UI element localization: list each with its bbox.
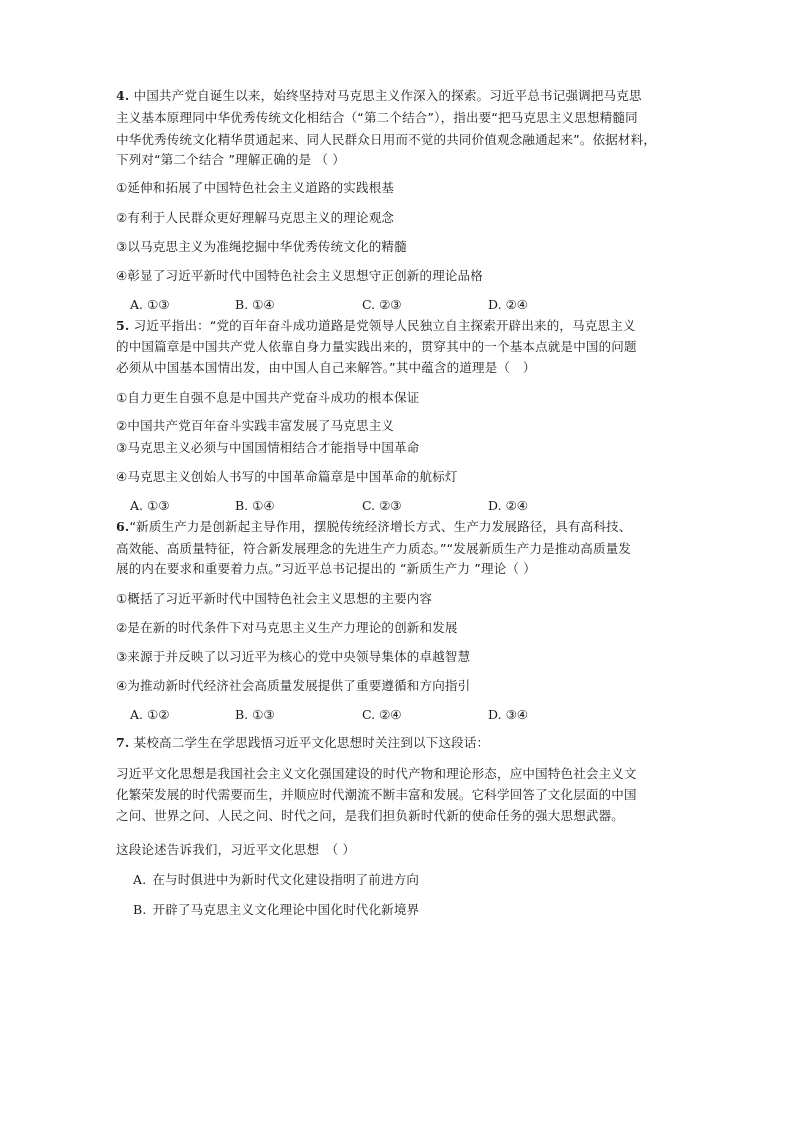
q5-stem-line-3: 必须从中国基本国情出发，由中国人自己来解答。”其中蕴含的道理是（ ） <box>116 360 536 375</box>
option-letter: C. <box>362 297 376 312</box>
q7-passage-line-2: 化繁荣发展的时代需要而生，并顺应时代潮流不断丰富和发展。它科学回答了文化层面的中国 <box>116 787 637 802</box>
option-letter: A. <box>130 297 144 312</box>
q7-passage-line-3: 之问、世界之问、人民之问、时代之问，是我们担负新时代新的使命任务的强大思想武器。 <box>116 808 625 823</box>
q6-stem-line-3: 展的内在要求和重要着力点。”习近平总书记提出的 “新质生产力 ”理论（ ） <box>116 561 536 576</box>
option-text: ①② <box>147 707 170 722</box>
option-text: 在与时俱进中为新时代文化建设指明了前进方向 <box>152 872 420 887</box>
option-text: ②③ <box>379 498 402 513</box>
q6-option-d[interactable] <box>488 707 528 723</box>
q7-question: 这段论述告诉我们，习近平文化思想 （ ） <box>116 842 356 857</box>
option-letter: D. <box>488 707 502 722</box>
q6-item-4: ④为推动新时代经济社会高质量发展提供了重要遵循和方向指引 <box>116 678 471 693</box>
option-text: ①④ <box>252 498 275 513</box>
q4-stem-line-2: 主义基本原理同中华优秀传统文化相结合（“第二个结合”），指出要“把马克思主义思想精髓同 <box>116 110 638 125</box>
q5-stem-line-2: 的中国篇章是中国共产党人依靠自身力量实践出来的，贯穿其中的一个基本点就是中国的问题 <box>116 339 637 354</box>
q4-item-1: ①延伸和拓展了中国特色社会主义道路的实践根基 <box>116 180 395 195</box>
option-text: ②④ <box>505 297 528 312</box>
q4-stem-text-1: 中国共产党自诞生以来，始终坚持对马克思主义作深入的探索。习近平总书记强调把马克思 <box>133 88 642 103</box>
option-text: ①④ <box>252 297 275 312</box>
option-letter: C. <box>362 498 376 513</box>
q6-option-c[interactable] <box>362 707 402 723</box>
q4-option-d[interactable] <box>488 297 528 313</box>
option-letter: D. <box>488 297 502 312</box>
option-letter: D. <box>488 498 502 513</box>
option-text: ②④ <box>379 707 402 722</box>
q5-item-2: ②中国共产党百年奋斗实践丰富发展了马克思主义 <box>116 418 395 433</box>
option-text: ①③ <box>252 707 275 722</box>
option-text: ②④ <box>505 498 528 513</box>
q6-item-1: ①概括了习近平新时代中国特色社会主义思想的主要内容 <box>116 591 433 606</box>
q4-number: 4. <box>116 88 130 103</box>
q5-stem-line-1 <box>116 318 636 334</box>
option-text: ②③ <box>379 297 402 312</box>
q6-item-3: ③来源于并反映了以习近平为核心的党中央领导集体的卓越智慧 <box>116 649 471 664</box>
q4-stem-line-3: 中华优秀传统文化精华贯通起来、同人民群众日用而不觉的共同价值观念融通起来”。依据材料， <box>116 132 657 147</box>
option-letter: A. <box>130 707 144 722</box>
option-text: 开辟了马克思主义文化理论中国化时代化新境界 <box>152 902 420 917</box>
q4-item-3: ③以马克思主义为准绳挖掘中华优秀传统文化的精髓 <box>116 239 407 254</box>
q4-option-a[interactable] <box>130 297 169 313</box>
option-text: ①③ <box>147 297 170 312</box>
q5-option-b[interactable] <box>235 498 275 514</box>
option-letter: B. <box>133 902 147 917</box>
q5-item-3: ③马克思主义必须与中国国情相结合才能指导中国革命 <box>116 440 420 455</box>
q5-stem-text-1: 习近平指出：“党的百年奋斗成功道路是党领导人民独立自主探索开辟出来的，马克思主义 <box>133 318 636 333</box>
option-text: ③④ <box>505 707 528 722</box>
q5-option-c[interactable] <box>362 498 402 514</box>
q7-stem <box>116 735 489 751</box>
q5-item-1: ①自力更生自强不息是中国共产党奋斗成功的根本保证 <box>116 390 420 405</box>
q4-option-c[interactable] <box>362 297 402 313</box>
q6-option-a[interactable] <box>130 707 169 723</box>
q6-stem-text-1: “新质生产力是创新起主导作用，摆脱传统经济增长方式、生产力发展路径，具有高科技、 <box>129 519 632 534</box>
q4-item-2: ②有利于人民群众更好理解马克思主义的理论观念 <box>116 210 395 225</box>
q7-number: 7. <box>116 735 130 750</box>
option-letter: B. <box>235 707 249 722</box>
q5-item-4: ④马克思主义创始人书写的中国革命篇章是中国革命的航标灯 <box>116 469 458 484</box>
q6-number: 6. <box>116 519 130 534</box>
q5-option-d[interactable] <box>488 498 528 514</box>
q6-stem-line-1 <box>116 519 631 535</box>
q4-stem-line-4: 下列对“第二个结合 ”理解正确的是 （ ） <box>116 152 346 167</box>
option-letter: B. <box>235 297 249 312</box>
q7-passage-line-1: 习近平文化思想是我国社会主义文化强国建设的时代产物和理论形态，应中国特色社会主义文 <box>116 766 637 781</box>
q7-stem-text: 某校高二学生在学思践悟习近平文化思想时关注到以下这段话： <box>133 735 490 750</box>
q4-stem-line-1 <box>116 88 642 104</box>
q6-item-2: ②是在新的时代条件下对马克思主义生产力理论的创新和发展 <box>116 620 458 635</box>
q5-option-a[interactable] <box>130 498 169 514</box>
option-text: ①③ <box>147 498 170 513</box>
q6-stem-line-2: 高效能、高质量特征，符合新发展理念的先进生产力质态。”“发展新质生产力是推动高质量发 <box>116 541 632 556</box>
option-letter: B. <box>235 498 249 513</box>
option-letter: A. <box>130 498 144 513</box>
option-letter: A. <box>133 872 147 887</box>
q7-option-a[interactable] <box>133 872 419 888</box>
q5-number: 5. <box>116 318 130 333</box>
q6-option-b[interactable] <box>235 707 275 723</box>
q7-option-b[interactable] <box>133 902 419 918</box>
q4-item-4: ④彰显了习近平新时代中国特色社会主义思想守正创新的理论品格 <box>116 268 484 283</box>
option-letter: C. <box>362 707 376 722</box>
q4-option-b[interactable] <box>235 297 275 313</box>
